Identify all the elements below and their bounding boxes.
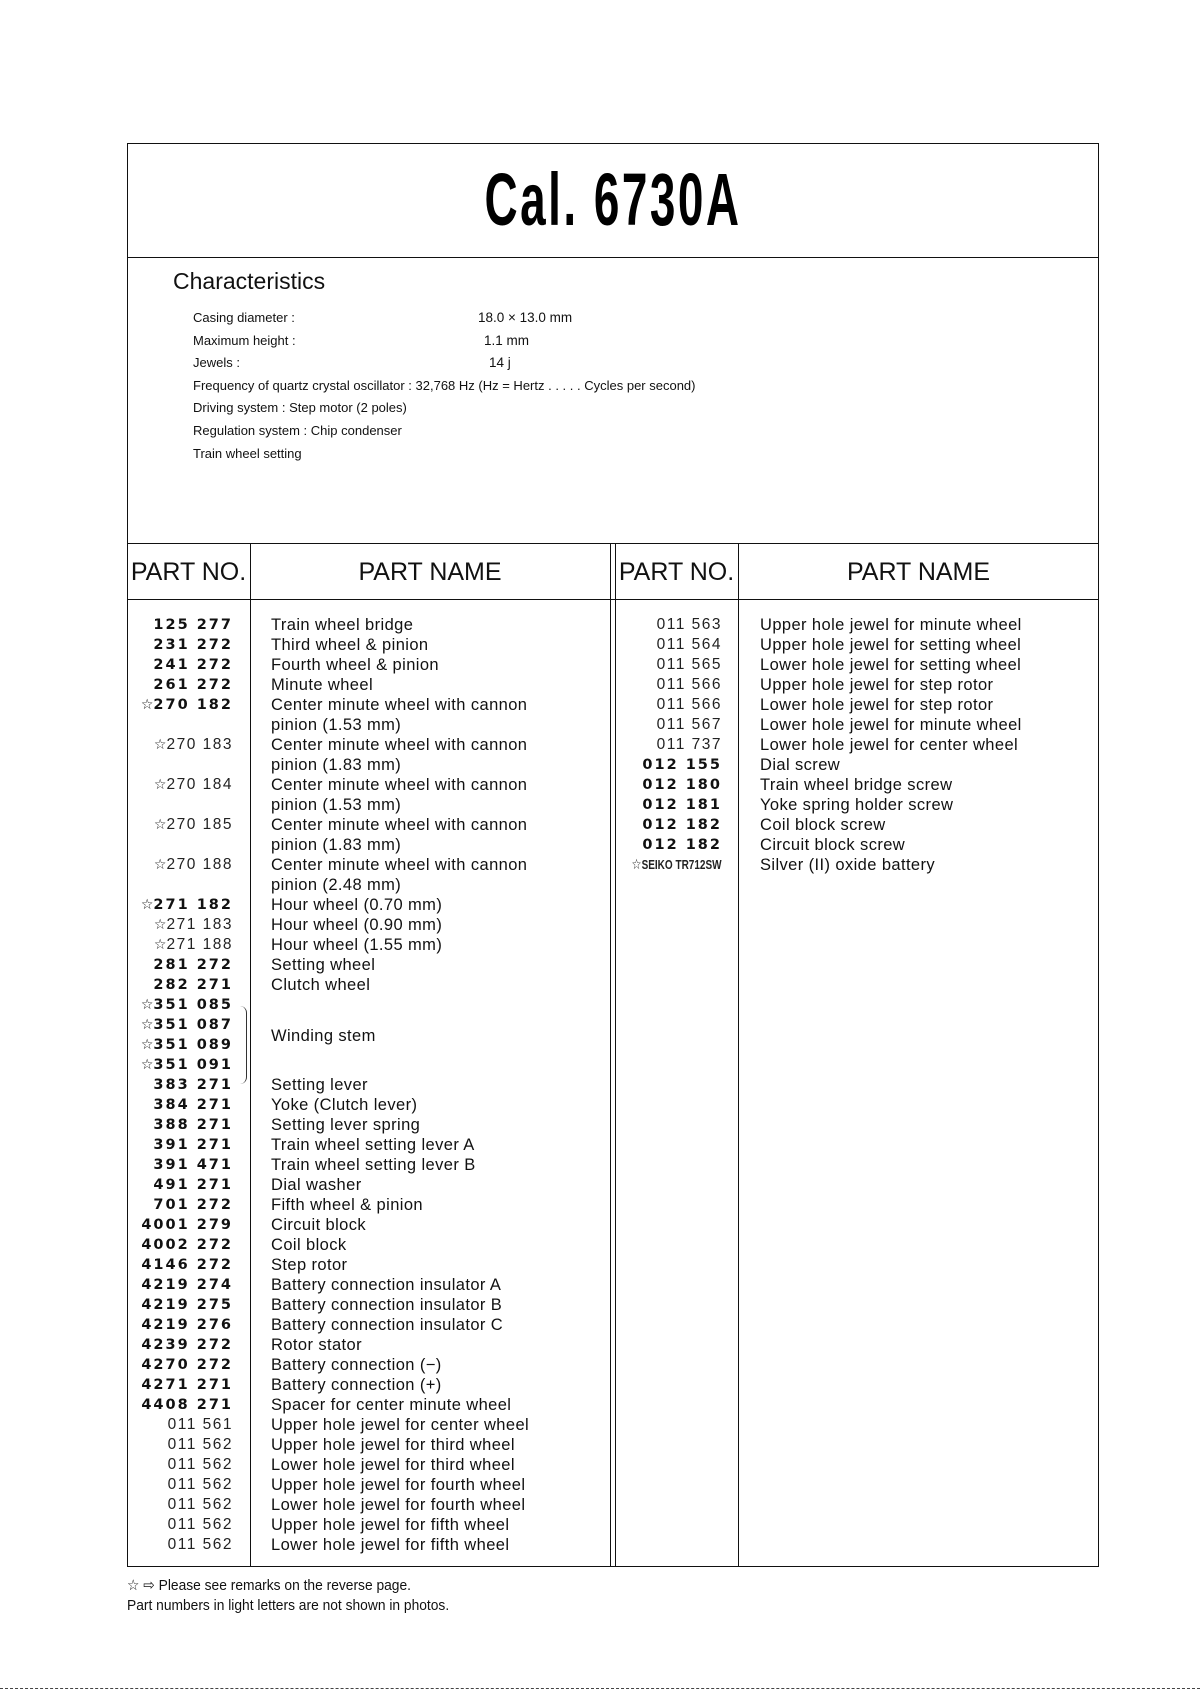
- part-number: [153, 975, 233, 995]
- part-name: Dial screw: [760, 756, 841, 774]
- part-number: [657, 615, 722, 635]
- part-number-text: 4239 272: [141, 1337, 233, 1353]
- part-number-text: 4146 272: [141, 1257, 233, 1273]
- part-number: [657, 715, 722, 735]
- part-number-text: 271 183: [166, 916, 233, 933]
- part-name: Lower hole jewel for step rotor: [760, 696, 994, 714]
- part-number: [141, 1235, 233, 1255]
- spec-label: Frequency of quartz crystal oscillator : 32,768 Hz (Hz = Hertz . . . . . Cycles per second): [193, 378, 696, 393]
- part-number-text: 351 091: [153, 1057, 233, 1073]
- part-number: [154, 855, 233, 875]
- part-number: [153, 1075, 233, 1095]
- star-icon: ☆: [140, 1057, 154, 1073]
- part-number: [168, 1455, 233, 1475]
- star-icon: ☆: [153, 917, 167, 933]
- part-number: [153, 655, 233, 675]
- part-number: [657, 655, 722, 675]
- part-number: [141, 995, 233, 1015]
- characteristics-heading: Characteristics: [173, 268, 326, 294]
- part-number-text: 4408 271: [141, 1397, 233, 1413]
- part-number: [657, 635, 722, 655]
- table-top-rule: [127, 543, 1099, 544]
- star-icon: ☆: [140, 697, 154, 713]
- part-name: Setting lever: [271, 1076, 368, 1094]
- spec-label: Casing diameter :: [193, 310, 295, 325]
- star-icon: ☆: [140, 1017, 154, 1033]
- part-number-text: 4271 271: [141, 1377, 233, 1393]
- part-number: [141, 895, 233, 915]
- spec-value: 1.1 mm: [484, 333, 530, 348]
- part-number: [141, 1375, 233, 1395]
- part-name: Silver (II) oxide battery: [760, 856, 936, 874]
- part-number: [168, 1475, 233, 1495]
- part-number-text: 011 567: [656, 716, 722, 733]
- part-name: Battery connection insulator B: [271, 1296, 503, 1314]
- part-number: [168, 1415, 233, 1435]
- part-number: [141, 695, 233, 715]
- part-number-text: 491 271: [153, 1177, 233, 1193]
- part-number: [141, 1395, 233, 1415]
- spec-label: Regulation system : Chip condenser: [193, 423, 402, 438]
- part-name: Hour wheel (0.70 mm): [271, 896, 443, 914]
- part-name: Fifth wheel & pinion: [271, 1196, 423, 1214]
- part-name: Step rotor: [271, 1256, 348, 1274]
- part-number-text: 271 182: [153, 897, 233, 913]
- part-name-continued: pinion (1.83 mm): [271, 836, 402, 854]
- part-number: [141, 1355, 233, 1375]
- part-number: [153, 1135, 233, 1155]
- part-number-text: 125 277: [153, 617, 233, 633]
- star-icon: ☆: [127, 1577, 140, 1594]
- part-number-text: 282 271: [153, 977, 233, 993]
- part-number: [154, 815, 233, 835]
- part-name: Setting lever spring: [271, 1116, 421, 1134]
- part-name: Train wheel setting lever A: [271, 1136, 475, 1154]
- part-number: [168, 1435, 233, 1455]
- part-name-continued: pinion (1.53 mm): [271, 796, 402, 814]
- part-number-text: 011 562: [167, 1496, 233, 1513]
- star-icon: ☆: [153, 777, 167, 793]
- part-number: [141, 1335, 233, 1355]
- part-name: Clutch wheel: [271, 976, 371, 994]
- winding-stem-brace: [240, 1006, 247, 1084]
- part-number-text: 011 562: [167, 1456, 233, 1473]
- part-name-continued: pinion (1.83 mm): [271, 756, 402, 774]
- part-number: [141, 1055, 233, 1075]
- part-name: Yoke (Clutch lever): [271, 1096, 418, 1114]
- part-number: [154, 735, 233, 755]
- part-number-text: 011 562: [167, 1516, 233, 1533]
- part-number-text: 4219 276: [141, 1317, 233, 1333]
- part-number-text: 4001 279: [141, 1217, 233, 1233]
- part-name: Lower hole jewel for fifth wheel: [271, 1536, 510, 1554]
- part-number: [153, 635, 233, 655]
- spec-label: Train wheel setting: [193, 446, 302, 461]
- part-name: Center minute wheel with cannon: [271, 736, 528, 754]
- part-number-text: 391 471: [153, 1157, 233, 1173]
- part-number: [642, 775, 722, 795]
- part-number: [153, 675, 233, 695]
- part-name: Upper hole jewel for step rotor: [760, 676, 994, 694]
- spec-label: Jewels :: [193, 355, 240, 370]
- arrow-right-icon: ⇨: [143, 1577, 155, 1594]
- part-number: [153, 1095, 233, 1115]
- part-number: [153, 1195, 233, 1215]
- part-number-text: 351 089: [153, 1037, 233, 1053]
- header-part-name-right: PART NAME: [846, 558, 991, 586]
- part-number: [657, 675, 722, 695]
- part-number-text: 388 271: [153, 1117, 233, 1133]
- part-number: [153, 1155, 233, 1175]
- part-name: Third wheel & pinion: [271, 636, 429, 654]
- star-icon: ☆: [153, 817, 167, 833]
- part-number-text: 011 563: [656, 616, 722, 633]
- part-number: [657, 735, 722, 755]
- part-number: [153, 1175, 233, 1195]
- spec-label: Maximum height :: [193, 333, 296, 348]
- part-number: [141, 1275, 233, 1295]
- part-number: [141, 1015, 233, 1035]
- part-number: [141, 1255, 233, 1275]
- part-name: Coil block: [271, 1236, 347, 1254]
- part-name: Battery connection (+): [271, 1376, 442, 1394]
- part-number: [168, 1495, 233, 1515]
- part-number-text: 231 272: [153, 637, 233, 653]
- part-number: [168, 1535, 233, 1555]
- header-part-name-left: PART NAME: [358, 558, 502, 586]
- column-divider-double-a: [610, 543, 611, 1567]
- part-number: [141, 1035, 233, 1055]
- part-name: Setting wheel: [271, 956, 376, 974]
- star-icon: ☆: [153, 737, 167, 753]
- part-name: Battery connection insulator C: [271, 1316, 504, 1334]
- part-number-text: 012 182: [642, 817, 722, 833]
- part-name: Coil block screw: [760, 816, 886, 834]
- part-number-text: 011 561: [167, 1416, 233, 1433]
- part-name: Circuit block: [271, 1216, 367, 1234]
- part-name: Upper hole jewel for fourth wheel: [271, 1476, 526, 1494]
- part-name: Upper hole jewel for center wheel: [271, 1416, 530, 1434]
- part-number: [154, 935, 233, 955]
- part-name: Fourth wheel & pinion: [271, 656, 439, 674]
- part-number: [141, 1215, 233, 1235]
- part-name: Battery connection insulator A: [271, 1276, 502, 1294]
- part-name-continued: pinion (1.53 mm): [271, 716, 402, 734]
- part-name: Rotor stator: [271, 1336, 362, 1354]
- spec-value: 18.0 × 13.0 mm: [478, 310, 573, 325]
- part-name: Upper hole jewel for fifth wheel: [271, 1516, 510, 1534]
- part-number-text: 391 271: [153, 1137, 233, 1153]
- part-name: Upper hole jewel for setting wheel: [760, 636, 1022, 654]
- part-name: Train wheel bridge screw: [760, 776, 953, 794]
- header-part-no-right: PART NO.: [618, 558, 735, 586]
- part-number: [154, 775, 233, 795]
- column-divider-1: [250, 543, 251, 1567]
- part-number: [642, 815, 722, 835]
- part-number-text: SEIKO TR712SW: [641, 858, 722, 872]
- part-number-text: 351 087: [153, 1017, 233, 1033]
- part-number-text: 011 562: [167, 1436, 233, 1453]
- part-name: Center minute wheel with cannon: [271, 856, 528, 874]
- column-divider-double-b: [615, 543, 616, 1567]
- part-number: [154, 915, 233, 935]
- part-number: [657, 695, 722, 715]
- part-number-text: 4002 272: [141, 1237, 233, 1253]
- part-name: Spacer for center minute wheel: [271, 1396, 512, 1414]
- part-number-text: 270 184: [166, 776, 233, 793]
- part-number-text: 4219 274: [141, 1277, 233, 1293]
- part-number-text: 011 564: [656, 636, 722, 653]
- part-number: [141, 1315, 233, 1335]
- part-name: Battery connection (−): [271, 1356, 442, 1374]
- winding-stem-label: Winding stem: [271, 1027, 376, 1045]
- title-divider: [127, 257, 1099, 258]
- part-name: Lower hole jewel for setting wheel: [760, 656, 1022, 674]
- column-divider-3: [738, 543, 739, 1567]
- part-number: [168, 1515, 233, 1535]
- star-icon: ☆: [153, 857, 167, 873]
- part-name: Hour wheel (1.55 mm): [271, 936, 443, 954]
- part-number-text: 012 182: [642, 837, 722, 853]
- part-name: Dial washer: [271, 1176, 362, 1194]
- part-number-text: 011 566: [656, 696, 722, 713]
- part-name: Train wheel setting lever B: [271, 1156, 476, 1174]
- scan-edge-line: [0, 1688, 1200, 1689]
- part-number-text: 383 271: [153, 1077, 233, 1093]
- part-name: Hour wheel (0.90 mm): [271, 916, 443, 934]
- part-number: [153, 955, 233, 975]
- part-number-text: 270 188: [166, 856, 233, 873]
- part-number-text: 241 272: [153, 657, 233, 673]
- part-name: Lower hole jewel for minute wheel: [760, 716, 1022, 734]
- part-name: Center minute wheel with cannon: [271, 776, 528, 794]
- star-icon: ☆: [153, 937, 167, 953]
- part-number-text: 011 562: [167, 1536, 233, 1553]
- spec-value: 14 j: [489, 355, 511, 370]
- footnote-remarks-text: Please see remarks on the reverse page.: [158, 1577, 412, 1594]
- part-number-text: 011 562: [167, 1476, 233, 1493]
- part-number-text: 270 185: [166, 816, 233, 833]
- part-number: [153, 1115, 233, 1135]
- part-name: Upper hole jewel for minute wheel: [760, 616, 1022, 634]
- part-number-text: 4270 272: [141, 1357, 233, 1373]
- part-number-text: 701 272: [153, 1197, 233, 1213]
- part-number-text: 281 272: [153, 957, 233, 973]
- footnote-light-letters: Part numbers in light letters are not shown in photos.: [127, 1597, 450, 1614]
- part-number-text: 261 272: [153, 677, 233, 693]
- footnote-remarks: [127, 1576, 411, 1596]
- part-number: [642, 795, 722, 815]
- part-name: Yoke spring holder screw: [760, 796, 954, 814]
- part-number-text: 012 155: [642, 757, 722, 773]
- header-part-no-left: PART NO.: [130, 558, 247, 586]
- part-name: Lower hole jewel for fourth wheel: [271, 1496, 526, 1514]
- part-number: [141, 1295, 233, 1315]
- part-name-continued: pinion (2.48 mm): [271, 876, 402, 894]
- part-number-text: 384 271: [153, 1097, 233, 1113]
- star-icon: ☆: [140, 1037, 154, 1053]
- part-number: [642, 835, 722, 855]
- part-name: Upper hole jewel for third wheel: [271, 1436, 515, 1454]
- part-name: Center minute wheel with cannon: [271, 696, 528, 714]
- part-number-text: 4219 275: [141, 1297, 233, 1313]
- caliber-title: Cal. 6730A: [484, 158, 742, 241]
- star-icon: ☆: [140, 897, 154, 913]
- part-number: [642, 755, 722, 775]
- part-number: [632, 855, 722, 875]
- part-name: Lower hole jewel for third wheel: [271, 1456, 515, 1474]
- part-number-text: 011 566: [656, 676, 722, 693]
- part-number-text: 011 737: [656, 736, 722, 753]
- star-icon: ☆: [631, 857, 642, 873]
- part-name: Circuit block screw: [760, 836, 906, 854]
- part-name: Center minute wheel with cannon: [271, 816, 528, 834]
- part-number-text: 270 183: [166, 736, 233, 753]
- part-number-text: 270 182: [153, 697, 233, 713]
- part-name: Train wheel bridge: [271, 616, 414, 634]
- part-name: Minute wheel: [271, 676, 374, 694]
- table-header-rule: [127, 599, 1099, 600]
- part-number-text: 271 188: [166, 936, 233, 953]
- part-number-text: 012 180: [642, 777, 722, 793]
- spec-label: Driving system : Step motor (2 poles): [193, 400, 407, 415]
- part-number-text: 011 565: [656, 656, 722, 673]
- part-number: [153, 615, 233, 635]
- part-number-text: 012 181: [642, 797, 722, 813]
- star-icon: ☆: [140, 997, 154, 1013]
- part-name: Lower hole jewel for center wheel: [760, 736, 1019, 754]
- part-number-text: 351 085: [153, 997, 233, 1013]
